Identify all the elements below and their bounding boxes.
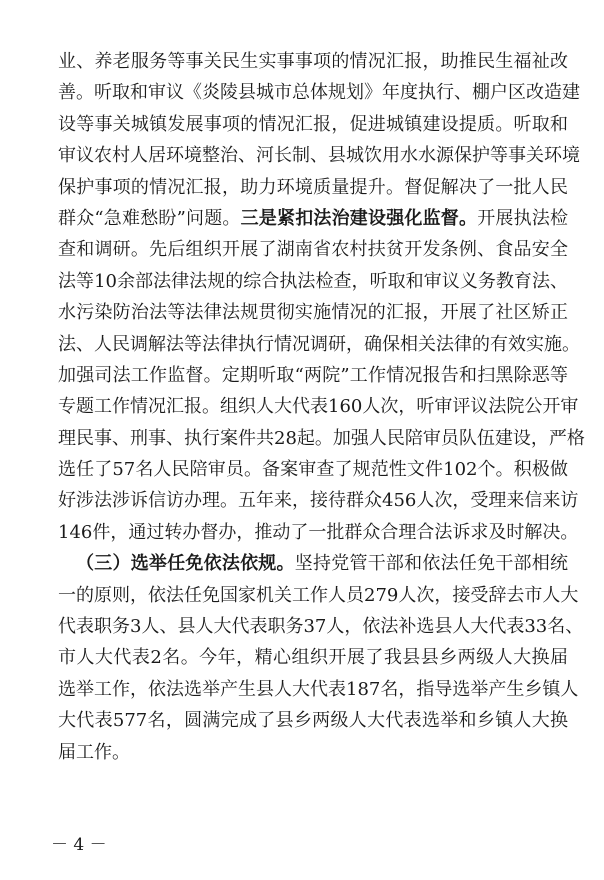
body-line: 专题工作情况汇报。组织人大代表160人次，听审评议法院公开审	[58, 396, 579, 418]
body-line: 选任了57名人民陪审员。备案审查了规范性文件102个。积极做	[58, 459, 568, 481]
point-heading-three: 三是紧扣法治建设强化监督。	[240, 207, 478, 229]
line-text: 坚持党管干部和依法任免干部相统	[294, 553, 569, 575]
body-line: 146件，通过转办督办，推动了一批群众合理合法诉求及时解决。	[58, 521, 579, 543]
body-line: 市人大代表2名。今年，精心组织开展了我县县乡两级人大换届	[58, 647, 568, 669]
section-heading: （三）选举任免依法依规。	[76, 553, 295, 575]
document-body	[58, 46, 585, 768]
line-text: 开展执法检	[477, 207, 569, 229]
body-line: 加强司法工作监督。定期听取“两院”工作情况报告和扫黑除恶等	[58, 364, 568, 386]
body-line: 查和调研。先后组织开展了湖南省农村扶贫开发条例、食品安全	[58, 239, 568, 261]
body-line: 法、人民调解法等法律执行情况调研，确保相关法律的有效实施。	[58, 333, 580, 355]
line-text: 群众“急难愁盼”问题。	[58, 207, 241, 229]
body-line: 选举工作，依法选举产生县人大代表187名，指导选举产生乡镇人	[58, 678, 579, 700]
body-line: 保护事项的情况汇报，助力环境质量提升。督促解决了一批人民	[58, 176, 568, 198]
body-line: 业、养老服务等事关民生实事事项的情况汇报，助推民生福祉改	[58, 51, 568, 72]
body-line: 好涉法涉诉信访办理。五年来，接待群众456人次，受理来信来访	[58, 490, 579, 512]
body-line: 大代表577名，圆满完成了县乡两级人大代表选举和乡镇人大换	[58, 710, 568, 732]
body-line	[58, 548, 568, 579]
page-number: － 4 －	[51, 835, 107, 855]
body-line: 审议农村人居环境整治、河长制、县城饮用水水源保护等事关环境	[58, 145, 580, 167]
body-line: 代表职务3人、县人大代表职务37人，依法补选县人大代表33名、	[58, 616, 584, 638]
body-line: 设等事关城镇发展事项的情况汇报，促进城镇建设提质。听取和	[58, 113, 568, 135]
body-line	[58, 203, 568, 234]
body-line: 理民事、刑事、执行案件共28起。加强人民陪审员队伍建设，严格	[58, 427, 585, 449]
body-line: 善。听取和审议《炎陵县城市总体规划》年度执行、棚户区改造建	[58, 82, 580, 104]
body-line: 水污染防治法等法律法规贯彻实施情况的汇报，开展了社区矫正	[58, 302, 568, 324]
body-line: 法等10余部法律法规的综合执法检查，听取和审议义务教育法、	[58, 270, 568, 292]
body-line: 一的原则，依法任免国家机关工作人员279人次，接受辞去市人大	[58, 584, 579, 606]
body-line: 届工作。	[58, 741, 130, 763]
